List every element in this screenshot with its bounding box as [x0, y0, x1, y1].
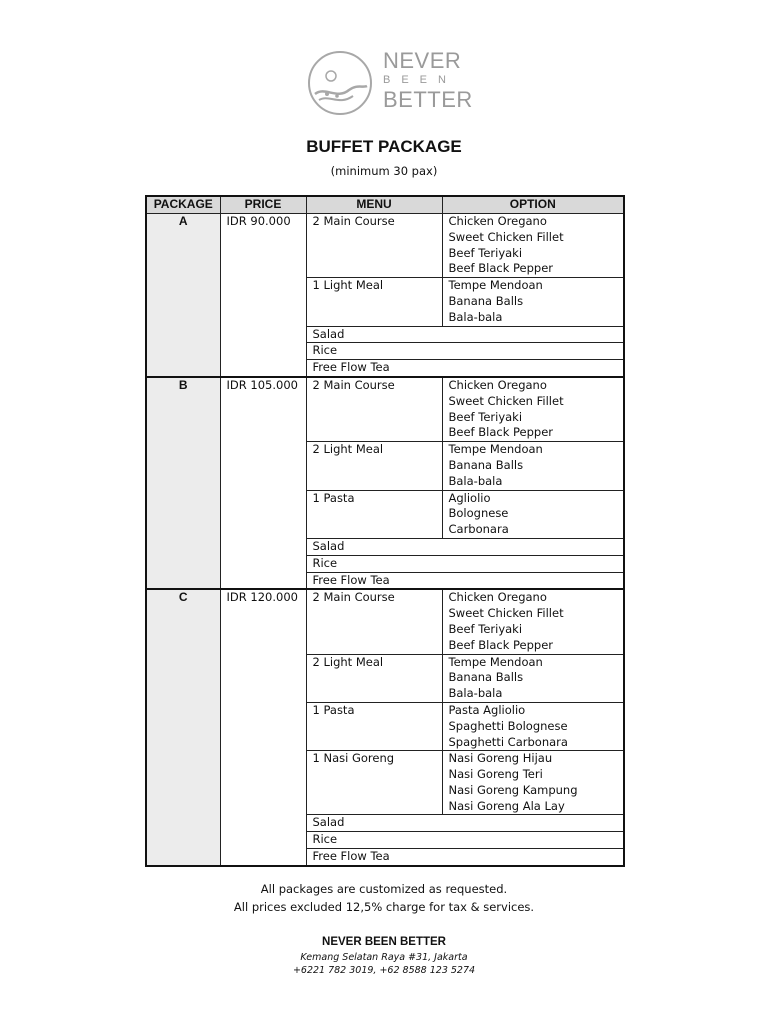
- option-item: Nasi Goreng Teri: [448, 767, 543, 782]
- buffet-package-table: [145, 195, 625, 867]
- footer-address: Kemang Selatan Raya #31, Jakarta: [300, 952, 468, 963]
- menu-item: Free Flow Tea: [306, 572, 624, 589]
- option-item: Bala-bala: [448, 473, 503, 488]
- option-item: Spaghetti Carbonara: [448, 734, 568, 749]
- option-item: Bala-bala: [448, 686, 503, 701]
- option-item: Banana Balls: [448, 293, 524, 308]
- option-item: Bala-bala: [448, 309, 503, 324]
- brand-logo: [307, 48, 473, 120]
- menu-item: Rice: [306, 555, 624, 572]
- option-list: [442, 751, 624, 815]
- option-list: [442, 442, 624, 490]
- option-item: Beef Teriyaki: [448, 621, 523, 636]
- menu-item: 1 Nasi Goreng: [306, 751, 442, 815]
- option-item: Beef Teriyaki: [448, 409, 523, 424]
- menu-item: 1 Pasta: [306, 490, 442, 538]
- table-row: [146, 377, 624, 442]
- header-option: OPTION: [442, 196, 624, 214]
- option-item: Pasta Agliolio: [448, 702, 526, 717]
- logo-emblem-icon: [307, 50, 373, 116]
- menu-item: Rice: [306, 832, 624, 849]
- option-list: [442, 654, 624, 702]
- logo-line-3: BETTER: [383, 87, 473, 112]
- logo-line-2: BEEN: [383, 74, 457, 86]
- option-item: Carbonara: [448, 522, 509, 537]
- note-tax: All prices excluded 12,5% charge for tax & services.: [233, 900, 535, 914]
- menu-item: Free Flow Tea: [306, 849, 624, 866]
- menu-item: 1 Pasta: [306, 702, 442, 750]
- option-item: Tempe Mendoan: [448, 442, 543, 457]
- option-list: [442, 490, 624, 538]
- table-row: [146, 589, 624, 654]
- option-list: [442, 589, 624, 654]
- table-row: [146, 214, 624, 278]
- menu-item: Salad: [306, 538, 624, 555]
- option-item: Chicken Oregano: [448, 590, 547, 605]
- option-item: Beef Black Pepper: [448, 425, 554, 440]
- note-customized: All packages are customized as requested.: [260, 882, 508, 896]
- menu-item: 1 Light Meal: [306, 278, 442, 326]
- logo-line-1: NEVER: [383, 48, 462, 73]
- menu-item: 2 Light Meal: [306, 654, 442, 702]
- menu-item: 2 Light Meal: [306, 442, 442, 490]
- option-list: [442, 278, 624, 326]
- option-item: Tempe Mendoan: [448, 654, 543, 669]
- option-item: Chicken Oregano: [448, 214, 547, 228]
- package-price: IDR 90.000: [220, 214, 306, 377]
- header-package: PACKAGE: [146, 196, 220, 214]
- package-price: IDR 105.000: [220, 377, 306, 589]
- package-price: IDR 120.000: [220, 589, 306, 866]
- option-item: Sweet Chicken Fillet: [448, 393, 564, 408]
- menu-item: Salad: [306, 326, 624, 343]
- option-item: Bolognese: [448, 506, 509, 521]
- menu-item: 2 Main Course: [306, 589, 442, 654]
- logo-wordmark: [383, 48, 473, 112]
- option-item: Spaghetti Bolognese: [448, 718, 568, 733]
- package-name: B: [146, 377, 220, 589]
- package-name: C: [146, 589, 220, 866]
- option-item: Chicken Oregano: [448, 377, 547, 392]
- option-item: Tempe Mendoan: [448, 278, 543, 293]
- header-price: PRICE: [220, 196, 306, 214]
- option-item: Beef Black Pepper: [448, 261, 554, 276]
- page-title: BUFFET PACKAGE: [306, 137, 462, 156]
- menu-item: 2 Main Course: [306, 214, 442, 278]
- option-item: Nasi Goreng Kampung: [448, 782, 578, 797]
- option-item: Banana Balls: [448, 457, 524, 472]
- option-list: [442, 702, 624, 750]
- menu-item: Salad: [306, 815, 624, 832]
- option-item: Nasi Goreng Hijau: [448, 751, 553, 766]
- header-menu: MENU: [306, 196, 442, 214]
- option-item: Agliolio: [448, 490, 491, 505]
- footer-phone: +6221 782 3019, +62 8588 123 5274: [292, 965, 476, 976]
- option-list: [442, 377, 624, 442]
- table-body: [146, 214, 624, 866]
- option-item: Beef Black Pepper: [448, 637, 554, 652]
- option-item: Sweet Chicken Fillet: [448, 606, 564, 621]
- option-item: Banana Balls: [448, 670, 524, 685]
- menu-item: Free Flow Tea: [306, 360, 624, 377]
- table-header-row: [146, 196, 624, 214]
- menu-item: Rice: [306, 343, 624, 360]
- package-name: A: [146, 214, 220, 377]
- option-item: Nasi Goreng Ala Lay: [448, 798, 565, 813]
- page-subtitle: (minimum 30 pax): [330, 164, 438, 178]
- menu-item: 2 Main Course: [306, 377, 442, 442]
- option-list: [442, 214, 624, 278]
- option-item: Sweet Chicken Fillet: [448, 229, 564, 244]
- option-item: Beef Teriyaki: [448, 245, 523, 260]
- footer-brand-name: NEVER BEEN BETTER: [322, 936, 446, 948]
